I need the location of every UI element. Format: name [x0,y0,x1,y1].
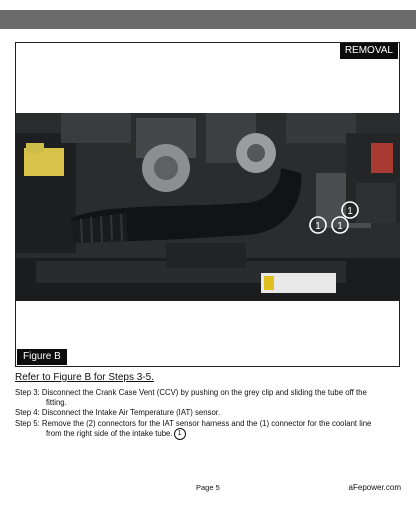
header-band [0,10,416,29]
site-name: aFepower.com [348,483,401,492]
callout-number: 1 [337,221,343,232]
callout-number: 1 [315,221,321,232]
callout-number: 1 [347,206,353,217]
step-3-text: Step 3: Disconnect the Crank Case Vent (CCV) by pushing on the grey clip and sliding the tube off the [15,388,367,397]
step-4 [15,408,400,418]
callout-badge: 1 [174,428,186,440]
figure-caption: Figure B [17,349,67,365]
step-5 [15,419,400,441]
step-5-continuation [15,428,400,440]
refer-heading: Refer to Figure B for Steps 3-5. [15,372,154,383]
step-3-continuation: fitting. [46,397,67,407]
instruction-steps [15,388,400,441]
engine-bay-illustration [16,113,400,301]
page-number: Page 5 [196,483,220,492]
step-3 [15,388,400,407]
engine-bay-photo [16,113,400,301]
removal-label: REMOVAL [340,43,398,59]
step-5-text: Step 5: Remove the (2) connectors for the IAT sensor harness and the (1) connector for the coolant line [15,418,372,428]
step-4-text: Step 4: Disconnect the Intake Air Temperature (IAT) sensor. [15,408,221,417]
step-5-continuation-text: from the right side of the intake tube. [46,429,173,439]
